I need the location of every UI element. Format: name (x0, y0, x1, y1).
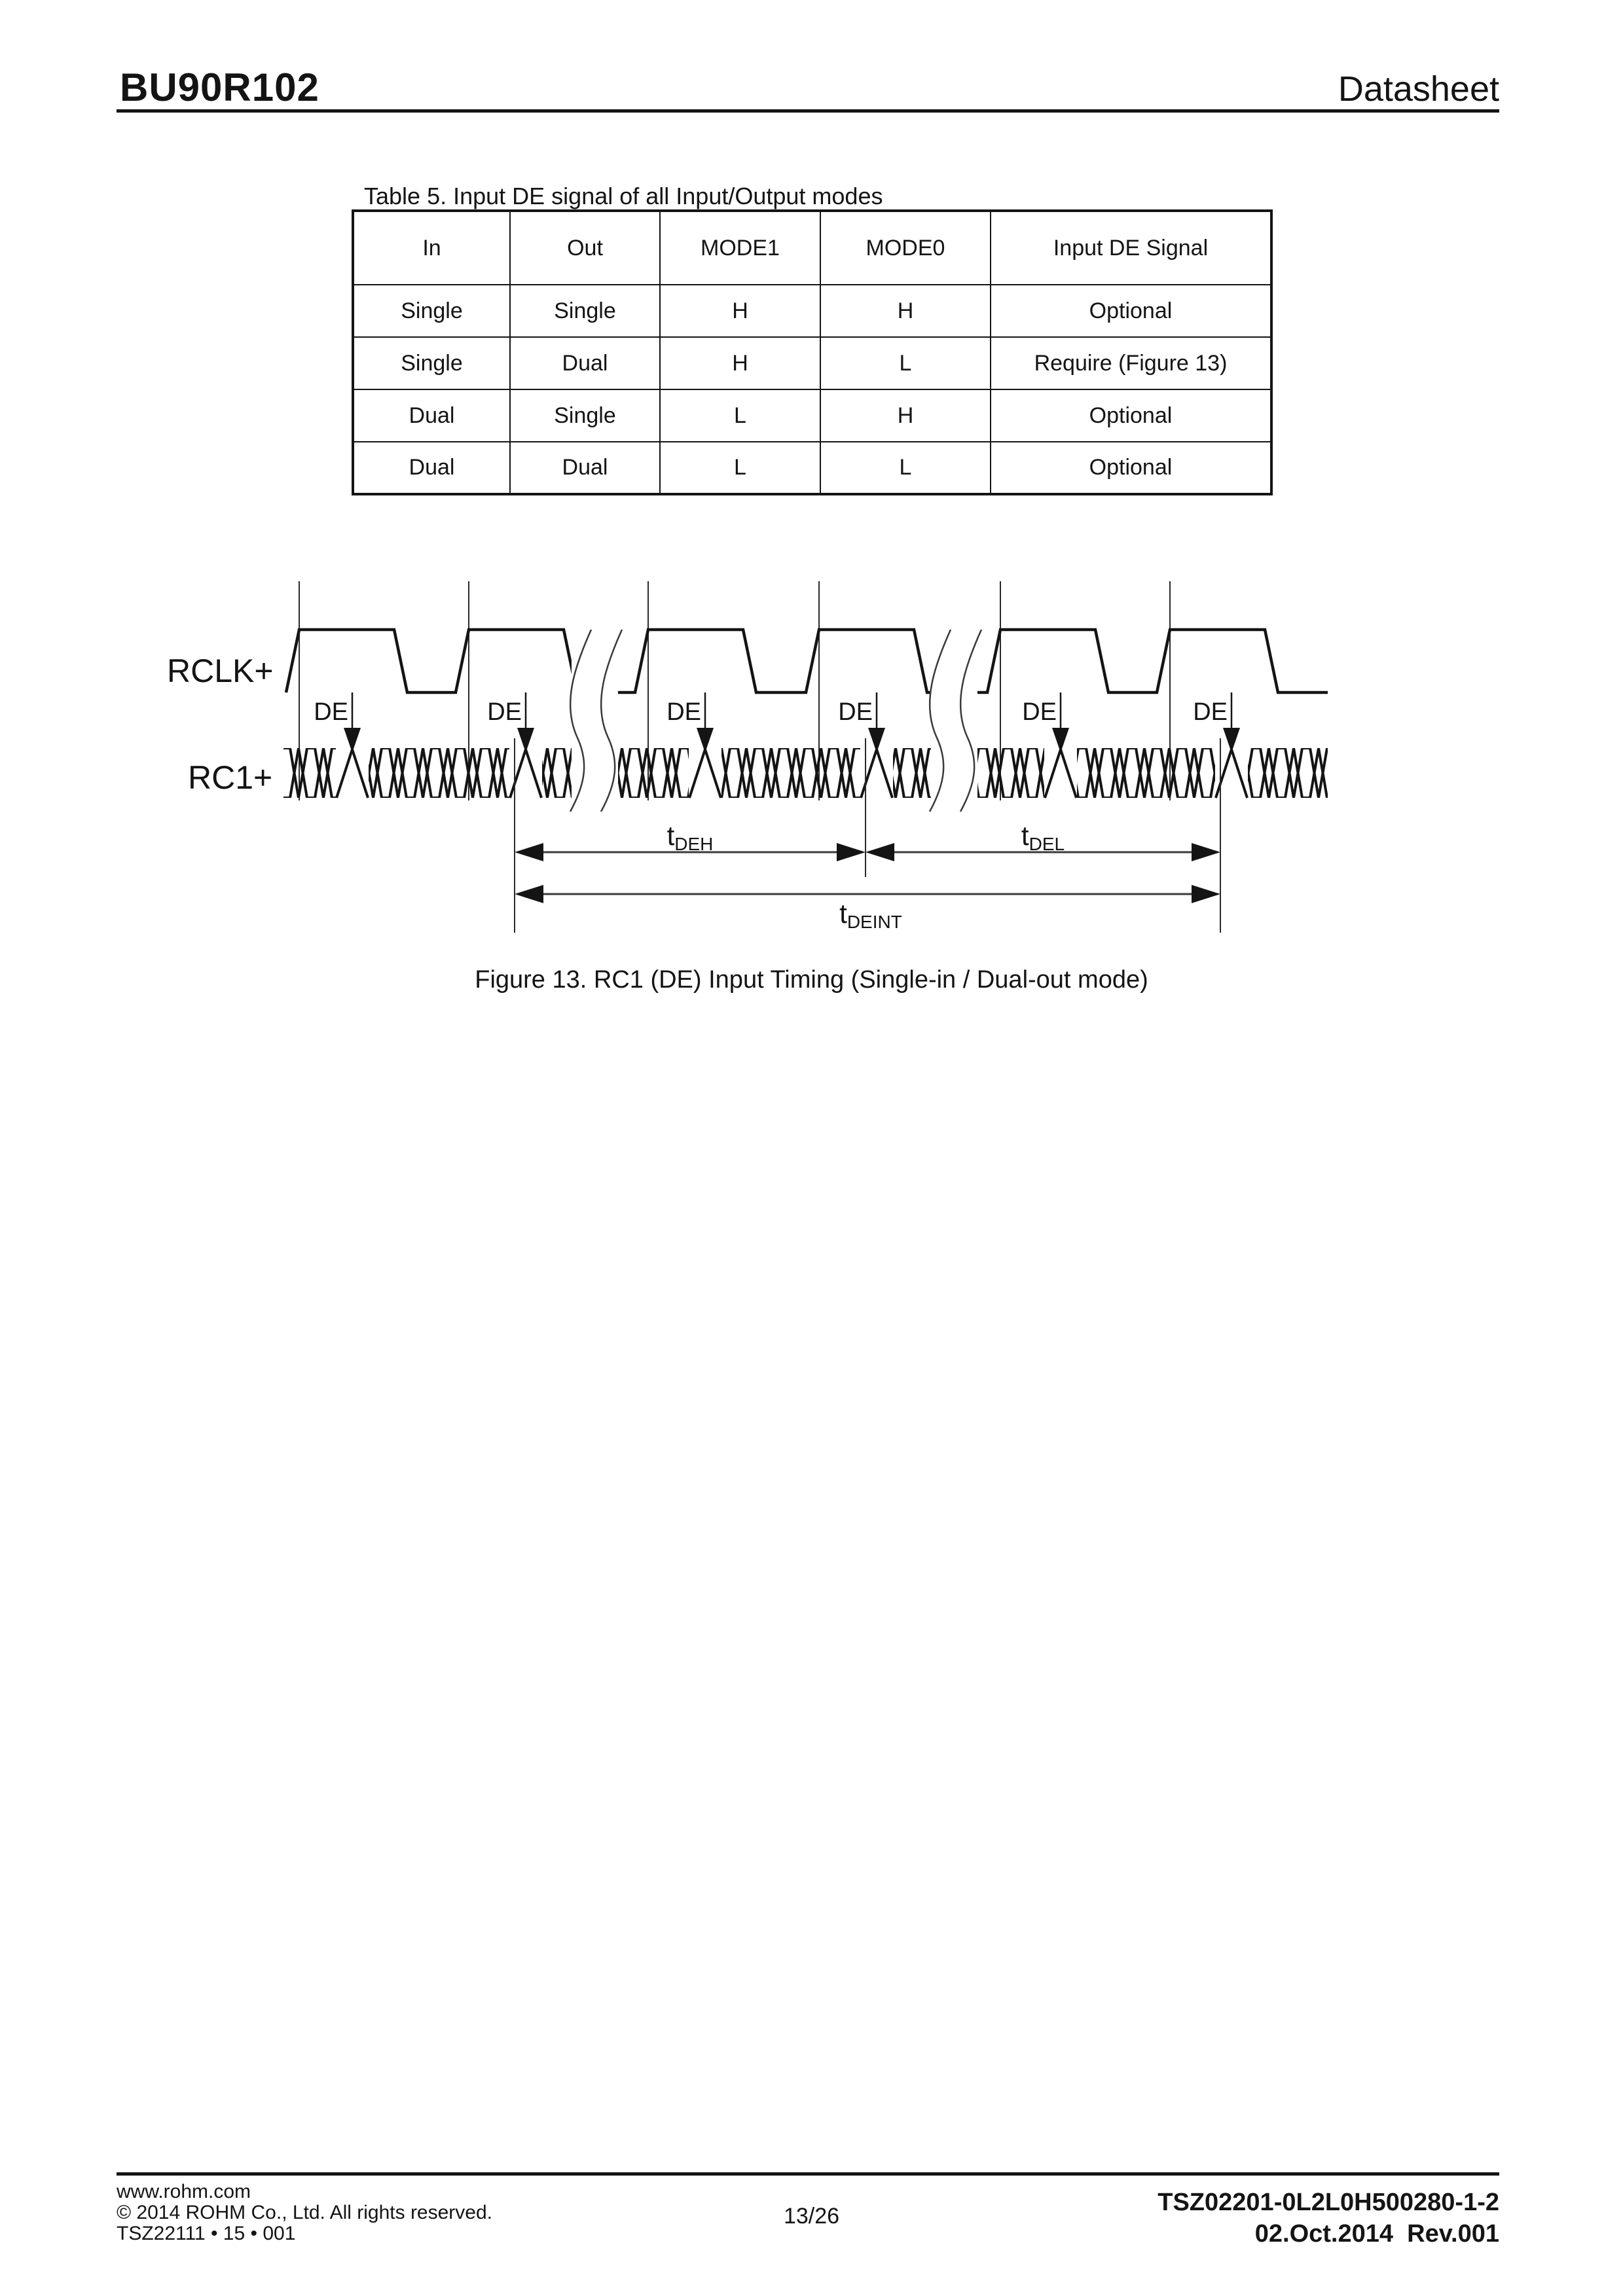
table-cell: H (660, 337, 820, 389)
de-label: DE (487, 698, 522, 726)
de-arrow-icon (344, 728, 361, 753)
arrowhead-right-icon (1192, 843, 1220, 861)
table-row (353, 285, 1271, 337)
rclk-waveform (286, 630, 1328, 692)
table-cell: Single (510, 285, 660, 337)
hatch-segment (1077, 748, 1215, 798)
arrowhead-right-icon (837, 843, 866, 861)
table-cell: Dual (510, 337, 660, 389)
table-cell: L (660, 389, 820, 442)
de-label: DE (314, 698, 348, 726)
de-marker (1193, 692, 1240, 753)
table-cell: H (660, 285, 820, 337)
footer-rule (117, 2172, 1499, 2176)
de-label: DE (666, 698, 701, 726)
footer-part-number: TSZ02201-0L2L0H500280-1-2 (1158, 2189, 1499, 2216)
arrowhead-left-icon (866, 843, 894, 861)
column-header-out: Out (510, 211, 660, 285)
de-marker (1022, 692, 1069, 753)
band-peak (689, 749, 721, 798)
figure-caption: Figure 13. RC1 (DE) Input Timing (Single-in / Dual-out mode) (475, 966, 1148, 994)
de-marker (838, 692, 885, 753)
de-arrow-icon (697, 728, 714, 753)
hatch-segment (542, 748, 572, 798)
header-product-title: BU90R102 (120, 65, 319, 109)
table-cell: Optional (991, 389, 1271, 442)
rc1-signal-band (283, 748, 1328, 798)
table-cell: Dual (510, 442, 660, 494)
arrowhead-left-icon (515, 885, 543, 903)
table5-title: Table 5. Input DE signal of all Input/Output modes (364, 183, 883, 209)
column-header-mode1: MODE1 (660, 211, 820, 285)
de-marker (666, 692, 714, 753)
hatch-segment (283, 748, 336, 798)
de-arrow-icon (868, 728, 885, 753)
tdel-label: tDEL (1021, 820, 1065, 854)
hatch-segment (977, 748, 1044, 798)
band-peak (1045, 749, 1076, 798)
table-cell: Optional (991, 285, 1271, 337)
de-arrow-icon (1223, 728, 1240, 753)
table-row (353, 337, 1271, 389)
table-cell: Single (353, 285, 510, 337)
rc1-signal-label: RC1+ (188, 759, 273, 796)
de-arrow-icon (517, 728, 534, 753)
footer-copyright: © 2014 ROHM Co., Ltd. All rights reserved. (117, 2202, 492, 2223)
footer-date-revision: 02.Oct.2014 Rev.001 (1254, 2220, 1499, 2248)
tdeh-dimension (515, 820, 866, 861)
arrowhead-left-icon (515, 843, 543, 861)
footer-doc-code: TSZ22111 • 15 • 001 (117, 2223, 296, 2244)
hatch-segment (369, 748, 509, 798)
table5-header-row (353, 211, 1271, 285)
table-cell: H (820, 285, 991, 337)
de-label: DE (1193, 698, 1228, 726)
table-cell: L (660, 442, 820, 494)
de-marker (314, 692, 361, 753)
hatch-segment (618, 748, 689, 798)
footer-right-block (1158, 2187, 1499, 2250)
column-header-mode0: MODE0 (820, 211, 991, 285)
tdeh-label: tDEH (666, 820, 714, 854)
table-cell: Optional (991, 442, 1271, 494)
header-rule (117, 109, 1499, 113)
footer-url: www.rohm.com (117, 2181, 251, 2202)
table-cell: Dual (353, 389, 510, 442)
header-doc-type: Datasheet (1338, 69, 1499, 109)
table5-grid (352, 209, 1273, 495)
column-header-de-signal: Input DE Signal (991, 211, 1271, 285)
de-label: DE (1022, 698, 1057, 726)
de-arrow-icon (1052, 728, 1069, 753)
rclk-signal-label: RCLK+ (167, 653, 274, 689)
timing-diagram-svg (0, 556, 1623, 956)
table-cell: H (820, 389, 991, 442)
tdel-dimension (866, 820, 1220, 861)
hatch-segment (893, 748, 931, 798)
de-label: DE (838, 698, 873, 726)
hatch-segment (1248, 748, 1328, 798)
band-peak (337, 749, 368, 798)
de-markers (314, 692, 1240, 753)
arrowhead-right-icon (1192, 885, 1220, 903)
footer-page-number: 13/26 (783, 2204, 840, 2229)
de-marker (487, 692, 534, 753)
table-cell: Require (Figure 13) (991, 337, 1271, 389)
table5 (352, 209, 1273, 495)
table-cell: L (820, 337, 991, 389)
tdeint-dimension (515, 885, 1220, 932)
table-row (353, 389, 1271, 442)
table-row (353, 442, 1271, 494)
table-cell: L (820, 442, 991, 494)
table-cell: Single (510, 389, 660, 442)
hatch-segment (721, 748, 860, 798)
table-cell: Dual (353, 442, 510, 494)
tdeint-label: tDEINT (839, 898, 902, 932)
column-header-in: In (353, 211, 510, 285)
table-cell: Single (353, 337, 510, 389)
